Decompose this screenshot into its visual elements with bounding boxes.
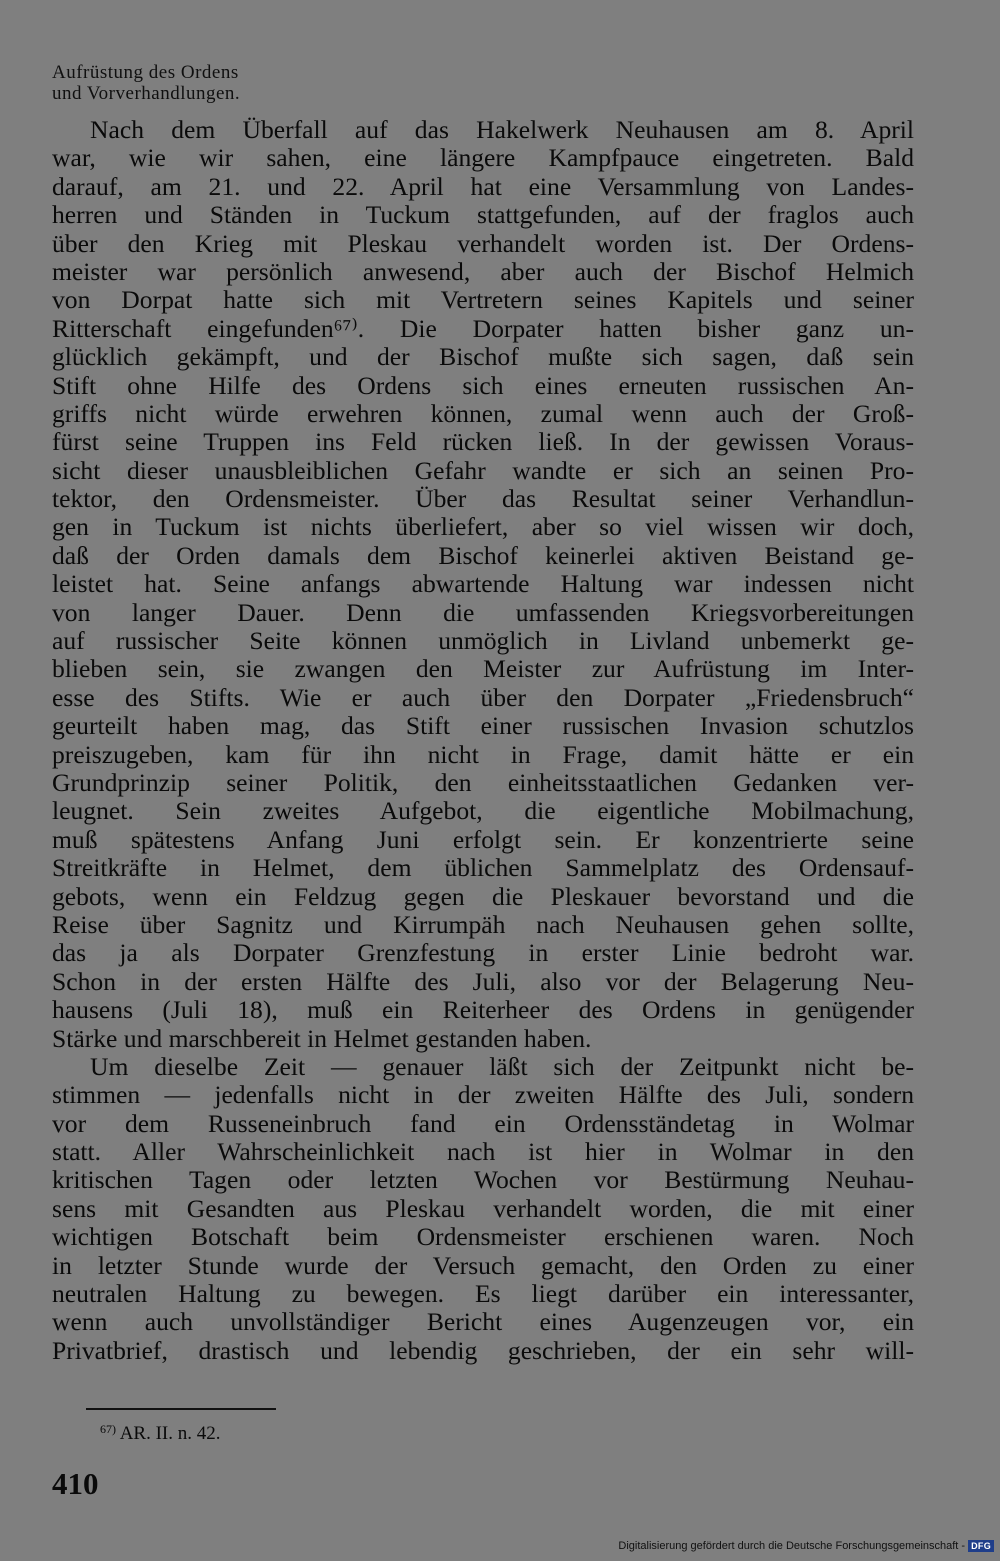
text-line: vor dem Russeneinbruch fand ein Ordensständetag in Wolmar [52, 1109, 914, 1138]
text-line: wichtigen Botschaft beim Ordensmeister erschienen waren. Noch [52, 1223, 914, 1252]
text-line: kritischen Tagen oder letzten Wochen vor Bestürmung Neuhau- [52, 1166, 914, 1195]
text-line: von langer Dauer. Denn die umfassenden Kriegsvorbereitungen [52, 598, 914, 627]
text-line: darauf, am 21. und 22. April hat eine Versammlung von Landes- [52, 172, 914, 201]
page-number: 410 [52, 1466, 99, 1501]
text-line: das ja als Dorpater Grenzfestung in erster Linie bedroht war. [52, 939, 914, 968]
text-line: gen in Tuckum ist nichts überliefert, aber so viel wissen wir doch, [52, 513, 914, 542]
text-line: Grundprinzip seiner Politik, den einheitsstaatlichen Gedanken ver- [52, 768, 914, 797]
text-line: geurteilt haben mag, das Stift einer russischen Invasion schutzlos [52, 712, 914, 741]
body-text [52, 116, 914, 1365]
text-line: stimmen — jedenfalls nicht in der zweiten Hälfte des Juli, sondern [52, 1081, 914, 1110]
text-line: sicht dieser unausbleiblichen Gefahr wandte er sich an seinen Pro- [52, 456, 914, 485]
text-line: über den Krieg mit Pleskau verhandelt worden ist. Der Ordens- [52, 229, 914, 258]
footnote-marker: 67) [100, 1422, 116, 1436]
text-line: von Dorpat hatte sich mit Vertretern seines Kapitels und seiner [52, 286, 914, 315]
text-line: leistet hat. Seine anfangs abwartende Haltung war indessen nicht [52, 570, 914, 599]
text-line: Schon in der ersten Hälfte des Juli, also vor der Belagerung Neu- [52, 967, 914, 996]
margin-note [52, 62, 240, 104]
dfg-logo: DFG [968, 1540, 994, 1552]
text-line: gebots, wenn ein Feldzug gegen die Pleskauer bevorstand und die [52, 882, 914, 911]
text-line: preiszugeben, kam für ihn nicht in Frage, damit hätte er ein [52, 740, 914, 769]
paragraph [52, 1053, 914, 1365]
text-line: in letzter Stunde wurde der Versuch gemacht, den Orden zu einer [52, 1251, 914, 1280]
text-line: Privatbrief, drastisch und lebendig geschrieben, der ein sehr will- [52, 1336, 914, 1365]
text-line: sens mit Gesandten aus Pleskau verhandelt worden, die mit einer [52, 1194, 914, 1223]
text-line: muß spätestens Anfang Juni erfolgt sein. Er konzentrierte seine [52, 825, 914, 854]
text-line: Ritterschaft eingefunden⁶⁷⁾. Die Dorpater hatten bisher ganz un- [52, 314, 914, 343]
text-line: herren und Ständen in Tuckum stattgefunden, auf der fraglos auch [52, 201, 914, 230]
text-line: griffs nicht würde erwehren können, zumal wenn auch der Groß- [52, 399, 914, 428]
text-line: esse des Stifts. Wie er auch über den Dorpater „Friedensbruch“ [52, 683, 914, 712]
margin-note-line-2: und Vorverhandlungen. [52, 83, 241, 104]
funding-credit-text: Digitalisierung gefördert durch die Deutsche Forschungsgemeinschaft - [618, 1540, 966, 1552]
text-line: wenn auch unvollständiger Bericht eines Augenzeugen vor, ein [52, 1308, 914, 1337]
text-line: Stärke und marschbereit in Helmet gestanden haben. [52, 1024, 592, 1053]
text-line: hausens (Juli 18), muß ein Reiterheer des Ordens in genügender [52, 996, 914, 1025]
text-line: Stift ohne Hilfe des Ordens sich eines erneuten russischen An- [52, 371, 914, 400]
text-line: fürst seine Truppen ins Feld rücken ließ. In der gewissen Voraus- [52, 428, 914, 457]
footnote-text: AR. II. n. 42. [119, 1423, 221, 1444]
margin-note-line-1: Aufrüstung des Ordens [52, 62, 239, 83]
text-line: Nach dem Überfall auf das Hakelwerk Neuhausen am 8. April [90, 116, 914, 144]
footnote [100, 1418, 221, 1445]
text-line: meister war persönlich anwesend, aber auch der Bischof Helmich [52, 257, 914, 286]
text-line: daß der Orden damals dem Bischof keinerlei aktiven Beistand ge- [52, 541, 914, 570]
text-line: glücklich gekämpft, und der Bischof mußte sich sagen, daß sein [52, 343, 914, 372]
paragraph [52, 116, 914, 1053]
text-line: Streitkräfte in Helmet, dem üblichen Sammelplatz des Ordensauf- [52, 854, 914, 883]
text-line: neutralen Haltung zu bewegen. Es liegt darüber ein interessanter, [52, 1280, 914, 1309]
text-line: leugnet. Sein zweites Aufgebot, die eigentliche Mobilmachung, [52, 797, 914, 826]
text-line: Reise über Sagnitz und Kirrumpäh nach Neuhausen gehen sollte, [52, 910, 914, 939]
text-line: auf russischer Seite können unmöglich in Livland unbemerkt ge- [52, 627, 914, 656]
text-line: blieben sein, sie zwangen den Meister zur Aufrüstung im Inter- [52, 655, 914, 684]
text-line: tektor, den Ordensmeister. Über das Resultat seiner Verhandlun- [52, 485, 914, 514]
text-line: statt. Aller Wahrscheinlichkeit nach ist hier in Wolmar in den [52, 1138, 914, 1167]
text-line: Um dieselbe Zeit — genauer läßt sich der Zeitpunkt nicht be- [90, 1052, 914, 1081]
text-line: war, wie wir sahen, eine längere Kampfpauce eingetreten. Bald [52, 144, 914, 173]
footnote-divider [86, 1408, 276, 1410]
funding-credit [618, 1540, 994, 1552]
